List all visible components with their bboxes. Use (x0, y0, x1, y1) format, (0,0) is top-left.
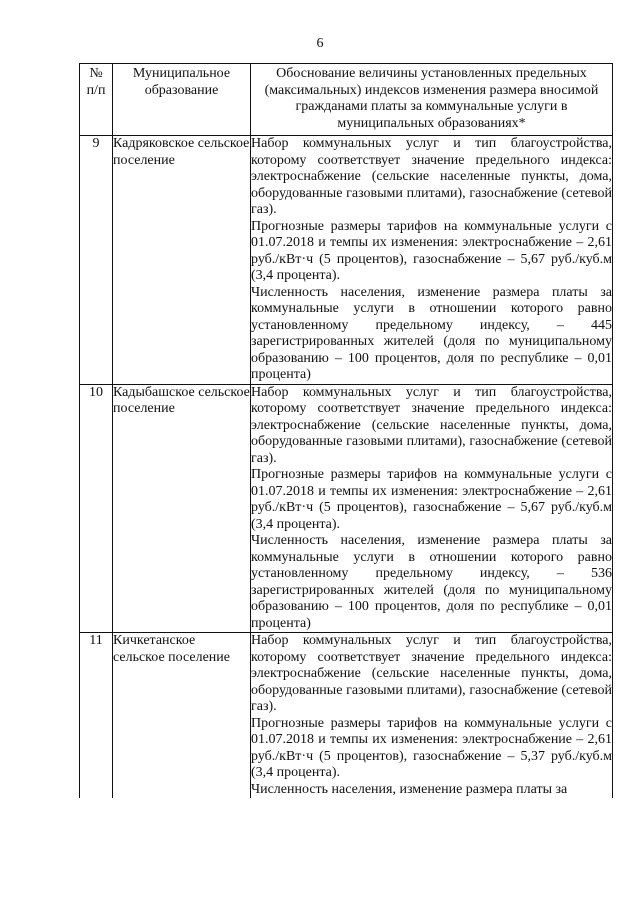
row-municipality: Кадыбашское сельское поселение (113, 384, 251, 633)
row-number: 11 (80, 633, 113, 799)
row-number: 9 (80, 136, 113, 385)
table-viewport (70, 63, 630, 842)
tariff-forecast-paragraph: Прогнозные размеры тарифов на коммунальные услуги с 01.07.2018 и темпы их изменения: электроснабжение – 2,61 руб./кВт·ч (5 процентов), газоснабжение – 5,67 руб./куб.м (3,4 процента). (251, 467, 612, 532)
row-justification (251, 384, 613, 633)
table-header-row (80, 64, 613, 136)
table-row (80, 384, 613, 633)
header-number: № п/п (80, 64, 113, 136)
tariff-forecast-paragraph: Прогнозные размеры тарифов на коммунальные услуги с 01.07.2018 и темпы их изменения: электроснабжение – 2,61 руб./кВт·ч (5 процентов), газоснабжение – 5,67 руб./куб.м (3,4 процента). (251, 218, 612, 283)
table-row (80, 136, 613, 385)
row-justification (251, 136, 613, 385)
population-paragraph: Численность населения, изменение размера платы за коммунальные услуги в отношении которого равно установленному предельному индексу, – 445 зарегистрированных жителей (доля по муниципальному образованию – 100 процентов, доля по республике – 0,01 процента) (251, 284, 612, 382)
table-row (80, 633, 613, 799)
row-municipality: Кичкетанское сельское поселение (113, 633, 251, 799)
service-set-paragraph: Набор коммунальных услуг и тип благоустройства, которому соответствует значение предельного индекса: электроснабжение (сельские населенные пункты, дома, оборудованные газовыми плитами), газоснабжение (сетевой газ). (251, 384, 612, 466)
row-justification (251, 633, 613, 799)
header-municipality: Муниципальное образование (113, 64, 251, 136)
page-number: 6 (316, 36, 324, 51)
row-municipality: Кадряковское сельское поселение (113, 136, 251, 385)
population-paragraph: Численность населения, изменение размера платы за коммунальные услуги в отношении которого равно установленному предельному индексу, – 536 зарегистрированных жителей (доля по муниципальному образованию – 100 процентов, доля по республике – 0,01 процента) (251, 533, 612, 631)
service-set-paragraph: Набор коммунальных услуг и тип благоустройства, которому соответствует значение предельного индекса: электроснабжение (сельские населенные пункты, дома, оборудованные газовыми плитами), газоснабжение (сетевой газ). (251, 136, 612, 217)
row-number: 10 (80, 384, 113, 633)
header-justification: Обоснование величины установленных предельных (максимальных) индексов изменения размера вносимой гражданами платы за коммунальные услуги в муниципальных образованиях* (251, 64, 613, 136)
population-paragraph: Численность населения, изменение размера платы за (251, 781, 568, 797)
service-set-paragraph: Набор коммунальных услуг и тип благоустройства, которому соответствует значение предельного индекса: электроснабжение (сельские населенные пункты, дома, оборудованные газовыми плитами), газоснабжение (сетевой газ). (251, 633, 612, 714)
tariff-index-table (79, 63, 613, 798)
tariff-forecast-paragraph: Прогнозные размеры тарифов на коммунальные услуги с 01.07.2018 и темпы их изменения: электроснабжение – 2,61 руб./кВт·ч (5 процентов), газоснабжение – 5,37 руб./куб.м (3,4 процента). (251, 715, 612, 780)
